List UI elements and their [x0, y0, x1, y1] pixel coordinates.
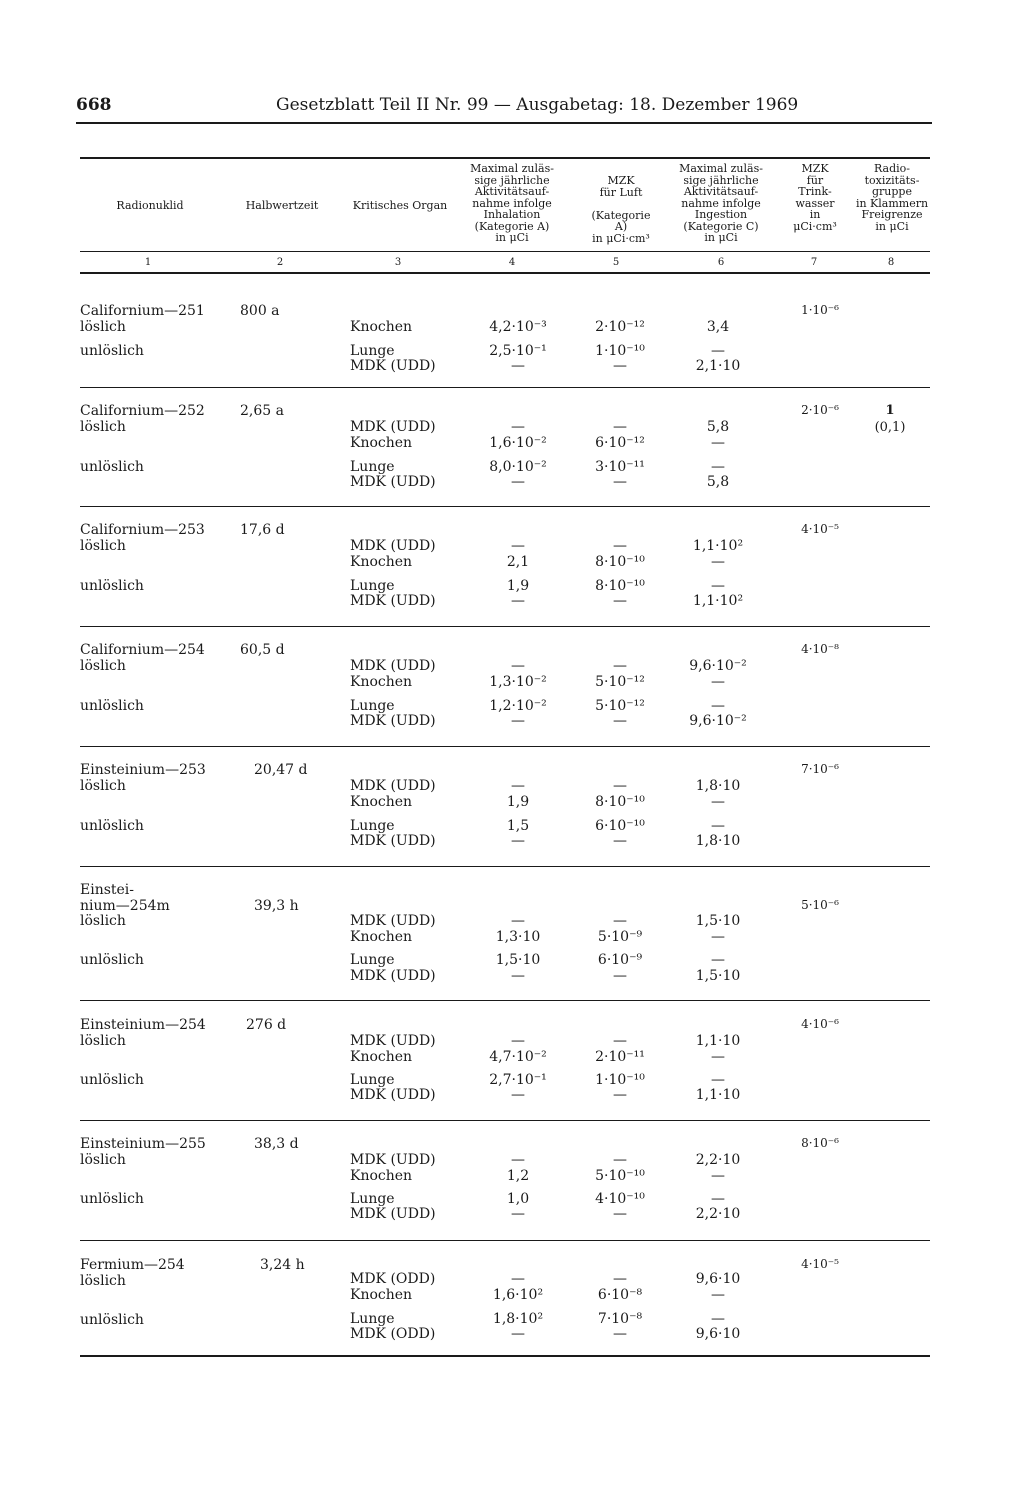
form-label: unlöslich: [80, 1191, 144, 1207]
col-number: 8: [887, 257, 895, 268]
air-value: 6·10⁻¹⁰: [595, 818, 645, 834]
critical-organ: Knochen: [350, 1049, 413, 1065]
inhalation-value: 1,6·10²: [492, 1287, 544, 1303]
air-value: 1·10⁻¹⁰: [595, 343, 645, 359]
critical-organ: MDK (UDD): [350, 658, 436, 674]
ingestion-value: —: [711, 674, 725, 690]
air-value: —: [613, 1033, 627, 1049]
critical-organ: Lunge: [350, 698, 395, 714]
ingestion-value: —: [711, 554, 725, 570]
air-value: —: [613, 778, 627, 794]
col-header-radionuklid: Radionuklid: [116, 199, 184, 212]
nuclide-name: Californium—251: [80, 303, 205, 319]
nuclide-name-line: Einstei-: [80, 882, 135, 898]
form-label: löslich: [80, 319, 126, 335]
inhalation-value: —: [511, 833, 525, 849]
inhalation-value: 4,2·10⁻³: [489, 319, 547, 335]
mzk-trinkwasser: 4·10⁻⁶: [801, 1017, 839, 1031]
form-label: löslich: [80, 913, 126, 929]
critical-organ: MDK (UDD): [350, 778, 436, 794]
air-value: —: [613, 358, 627, 374]
critical-organ: Knochen: [350, 554, 413, 570]
form-label: unlöslich: [80, 578, 144, 594]
ingestion-value: —: [711, 1287, 725, 1303]
critical-organ: MDK (UDD): [350, 968, 436, 984]
air-value: 8·10⁻¹⁰: [595, 794, 645, 810]
inhalation-value: 2,5·10⁻¹: [489, 343, 547, 359]
half-life: 39,3 h: [254, 898, 299, 914]
ingestion-value: 1,5·10: [695, 968, 741, 984]
form-label: unlöslich: [80, 343, 144, 359]
air-value: 3·10⁻¹¹: [595, 459, 645, 475]
inhalation-value: —: [511, 1206, 525, 1222]
half-life: 3,24 h: [260, 1257, 305, 1273]
critical-organ: Knochen: [350, 319, 413, 335]
form-label: unlöslich: [80, 698, 144, 714]
critical-organ: MDK (UDD): [350, 1087, 436, 1103]
critical-organ: Lunge: [350, 1072, 395, 1088]
critical-organ: Knochen: [350, 674, 413, 690]
nuclide-name: Einsteinium—253: [80, 762, 206, 778]
form-label: unlöslich: [80, 1312, 144, 1328]
ingestion-value: 9,6·10⁻²: [689, 658, 747, 674]
ingestion-value: 9,6·10⁻²: [689, 713, 747, 729]
mzk-trinkwasser: 5·10⁻⁶: [801, 898, 839, 912]
ingestion-value: 9,6·10: [695, 1326, 741, 1342]
ingestion-value: —: [711, 794, 725, 810]
air-value: 8·10⁻¹⁰: [595, 554, 645, 570]
air-value: 1·10⁻¹⁰: [595, 1072, 645, 1088]
entry-separator: [80, 1120, 930, 1121]
inhalation-value: —: [511, 658, 525, 674]
inhalation-value: 1,8·10²: [492, 1311, 544, 1327]
critical-organ: Lunge: [350, 343, 395, 359]
ingestion-value: —: [711, 1168, 725, 1184]
inhalation-value: —: [511, 1271, 525, 1287]
table-bottom-rule: [80, 1355, 930, 1357]
nuclide-name: Californium—252: [80, 403, 205, 419]
air-value: —: [613, 419, 627, 435]
air-value: —: [613, 713, 627, 729]
ingestion-value: 1,1·10: [695, 1033, 741, 1049]
critical-organ: MDK (ODD): [350, 1326, 436, 1342]
air-value: 5·10⁻¹⁰: [595, 1168, 645, 1184]
air-value: 6·10⁻⁸: [597, 1287, 643, 1303]
ingestion-value: —: [711, 698, 725, 714]
nuclide-name: Einsteinium—255: [80, 1136, 206, 1152]
critical-organ: Lunge: [350, 818, 395, 834]
critical-organ: Knochen: [350, 929, 413, 945]
inhalation-value: —: [511, 474, 525, 490]
mzk-trinkwasser: 4·10⁻⁵: [801, 522, 839, 536]
form-label: unlöslich: [80, 1072, 144, 1088]
inhalation-value: —: [511, 1326, 525, 1342]
critical-organ: MDK (UDD): [350, 474, 436, 490]
ingestion-value: 1,1·10²: [692, 593, 744, 609]
col-number: 3: [394, 257, 402, 268]
air-value: 6·10⁻⁹: [597, 952, 643, 968]
inhalation-value: —: [511, 1087, 525, 1103]
ingestion-value: 5,8: [706, 419, 730, 435]
inhalation-value: 1,9: [506, 578, 530, 594]
form-label: löslich: [80, 778, 126, 794]
col-header-halbwertzeit: Halbwertzeit: [245, 199, 319, 212]
entry-separator: [80, 626, 930, 627]
inhalation-value: 1,6·10⁻²: [489, 435, 547, 451]
ingestion-value: —: [711, 343, 725, 359]
page-number: 668: [76, 95, 112, 115]
ingestion-value: 9,6·10: [695, 1271, 741, 1287]
inhalation-value: —: [511, 419, 525, 435]
air-value: —: [613, 658, 627, 674]
form-label: löslich: [80, 658, 126, 674]
air-value: —: [613, 538, 627, 554]
air-value: 7·10⁻⁸: [597, 1311, 643, 1327]
table-top-rule: [80, 157, 930, 159]
col-header-mzk-trinkwasser: MZK für Trink- wasser in μCi·cm³: [793, 162, 837, 233]
mzk-trinkwasser: 4·10⁻⁵: [801, 1257, 839, 1271]
mzk-trinkwasser: 7·10⁻⁶: [801, 762, 839, 776]
air-value: 4·10⁻¹⁰: [595, 1191, 645, 1207]
ingestion-value: —: [711, 1072, 725, 1088]
inhalation-value: 1,2·10⁻²: [489, 698, 547, 714]
inhalation-value: —: [511, 1033, 525, 1049]
ingestion-value: 2,2·10: [695, 1152, 741, 1168]
inhalation-value: —: [511, 538, 525, 554]
air-value: —: [613, 474, 627, 490]
inhalation-value: 8,0·10⁻²: [489, 459, 547, 475]
entry-separator: [80, 1000, 930, 1001]
inhalation-value: —: [511, 968, 525, 984]
ingestion-value: 3,4: [706, 319, 730, 335]
critical-organ: MDK (UDD): [350, 1152, 436, 1168]
radiotoxicity-group: 1: [885, 403, 895, 418]
critical-organ: MDK (UDD): [350, 593, 436, 609]
inhalation-value: 2,1: [506, 554, 530, 570]
half-life: 38,3 d: [254, 1136, 299, 1152]
ingestion-value: 1,1·10: [695, 1087, 741, 1103]
col-header-kritisches-organ: Kritisches Organ: [352, 199, 448, 212]
air-value: —: [613, 833, 627, 849]
col-number: 6: [717, 257, 725, 268]
critical-organ: MDK (UDD): [350, 1206, 436, 1222]
col-number: 5: [612, 257, 620, 268]
critical-organ: Knochen: [350, 794, 413, 810]
col-number: 2: [276, 257, 284, 268]
inhalation-value: 2,7·10⁻¹: [489, 1072, 547, 1088]
air-value: 5·10⁻¹²: [595, 674, 645, 690]
col-header-inhalation: Maximal zuläs- sige jährliche Aktivitätsauf- nahme infolge Inhalation (Kategorie A) in μCi: [470, 162, 554, 244]
ingestion-value: —: [711, 578, 725, 594]
inhalation-value: 1,3·10⁻²: [489, 674, 547, 690]
air-value: 8·10⁻¹⁰: [595, 578, 645, 594]
inhalation-value: —: [511, 713, 525, 729]
critical-organ: MDK (UDD): [350, 833, 436, 849]
air-value: 5·10⁻¹²: [595, 698, 645, 714]
nuclide-name: Californium—253: [80, 522, 205, 538]
inhalation-value: —: [511, 913, 525, 929]
header-rule: [76, 122, 932, 124]
critical-organ: Lunge: [350, 1191, 395, 1207]
ingestion-value: 1,8·10: [695, 778, 741, 794]
col-number: 7: [810, 257, 818, 268]
critical-organ: Lunge: [350, 952, 395, 968]
col-header-radiotoxizitaet: Radio- toxizitäts- gruppe in Klammern Freigrenze in μCi: [855, 162, 929, 233]
nuclide-name: Einsteinium—254: [80, 1017, 206, 1033]
air-value: —: [613, 913, 627, 929]
form-label: unlöslich: [80, 818, 144, 834]
critical-organ: Lunge: [350, 578, 395, 594]
air-value: —: [613, 1087, 627, 1103]
ingestion-value: —: [711, 952, 725, 968]
freigrenze: (0,1): [874, 420, 906, 435]
air-value: —: [613, 1271, 627, 1287]
ingestion-value: 2,1·10: [695, 358, 741, 374]
ingestion-value: —: [711, 818, 725, 834]
form-label: löslich: [80, 1273, 126, 1289]
form-label: löslich: [80, 538, 126, 554]
ingestion-value: —: [711, 435, 725, 451]
inhalation-value: 1,2: [506, 1168, 530, 1184]
inhalation-value: —: [511, 778, 525, 794]
inhalation-value: —: [511, 1152, 525, 1168]
air-value: 6·10⁻¹²: [595, 435, 645, 451]
entry-separator: [80, 1240, 930, 1241]
critical-organ: MDK (UDD): [350, 538, 436, 554]
ingestion-value: 2,2·10: [695, 1206, 741, 1222]
mzk-trinkwasser: 2·10⁻⁶: [801, 403, 839, 417]
ingestion-value: —: [711, 929, 725, 945]
entry-separator: [80, 506, 930, 507]
nuclide-name: Californium—254: [80, 642, 205, 658]
nuclide-name: Fermium—254: [80, 1257, 185, 1273]
col-header-ingestion: Maximal zuläs- sige jährliche Aktivitätsauf- nahme infolge Ingestion (Kategorie C) in μCi: [679, 162, 763, 244]
ingestion-value: 1,8·10: [695, 833, 741, 849]
entry-separator: [80, 746, 930, 747]
critical-organ: MDK (ODD): [350, 1271, 436, 1287]
inhalation-value: 1,3·10: [495, 929, 541, 945]
entry-separator: [80, 866, 930, 867]
inhalation-value: 1,5: [506, 818, 530, 834]
ingestion-value: —: [711, 1191, 725, 1207]
col-header-mzk-luft: MZK für Luft (Kategorie A) in μCi·cm³: [591, 174, 651, 245]
form-label: unlöslich: [80, 459, 144, 475]
mzk-trinkwasser: 8·10⁻⁶: [801, 1136, 839, 1150]
ingestion-value: 1,5·10: [695, 913, 741, 929]
col-number: 1: [144, 257, 152, 268]
half-life: 800 a: [240, 303, 280, 319]
air-value: —: [613, 1206, 627, 1222]
inhalation-value: 4,7·10⁻²: [489, 1049, 547, 1065]
page-title: Gesetzblatt Teil II Nr. 99 — Ausgabetag: 18. Dezember 1969: [276, 95, 799, 115]
air-value: —: [613, 1326, 627, 1342]
mzk-trinkwasser: 4·10⁻⁸: [801, 642, 839, 656]
form-label: unlöslich: [80, 952, 144, 968]
half-life: 20,47 d: [254, 762, 308, 778]
air-value: —: [613, 968, 627, 984]
critical-organ: MDK (UDD): [350, 713, 436, 729]
critical-organ: MDK (UDD): [350, 419, 436, 435]
ingestion-value: —: [711, 1311, 725, 1327]
inhalation-value: 1,9: [506, 794, 530, 810]
ingestion-value: —: [711, 459, 725, 475]
critical-organ: Lunge: [350, 459, 395, 475]
half-life: 276 d: [246, 1017, 287, 1033]
mzk-trinkwasser: 1·10⁻⁶: [801, 303, 839, 317]
form-label: löslich: [80, 1152, 126, 1168]
half-life: 60,5 d: [240, 642, 285, 658]
air-value: 2·10⁻¹²: [595, 319, 645, 335]
form-label: löslich: [80, 1033, 126, 1049]
column-number-rule: [80, 272, 930, 274]
critical-organ: Knochen: [350, 1168, 413, 1184]
nuclide-name-line: nium—254m: [80, 898, 170, 914]
entry-separator: [80, 387, 930, 388]
air-value: 2·10⁻¹¹: [595, 1049, 645, 1065]
form-label: löslich: [80, 419, 126, 435]
critical-organ: Knochen: [350, 1287, 413, 1303]
critical-organ: MDK (UDD): [350, 358, 436, 374]
half-life: 17,6 d: [240, 522, 285, 538]
inhalation-value: —: [511, 358, 525, 374]
ingestion-value: 5,8: [706, 474, 730, 490]
air-value: —: [613, 593, 627, 609]
ingestion-value: —: [711, 1049, 725, 1065]
critical-organ: Knochen: [350, 435, 413, 451]
col-number: 4: [508, 257, 516, 268]
critical-organ: Lunge: [350, 1311, 395, 1327]
ingestion-value: 1,1·10²: [692, 538, 744, 554]
inhalation-value: —: [511, 593, 525, 609]
half-life: 2,65 a: [240, 403, 284, 419]
critical-organ: MDK (UDD): [350, 1033, 436, 1049]
air-value: —: [613, 1152, 627, 1168]
inhalation-value: 1,5·10: [495, 952, 541, 968]
critical-organ: MDK (UDD): [350, 913, 436, 929]
air-value: 5·10⁻⁹: [597, 929, 643, 945]
header-bottom-rule: [80, 251, 930, 252]
inhalation-value: 1,0: [506, 1191, 530, 1207]
